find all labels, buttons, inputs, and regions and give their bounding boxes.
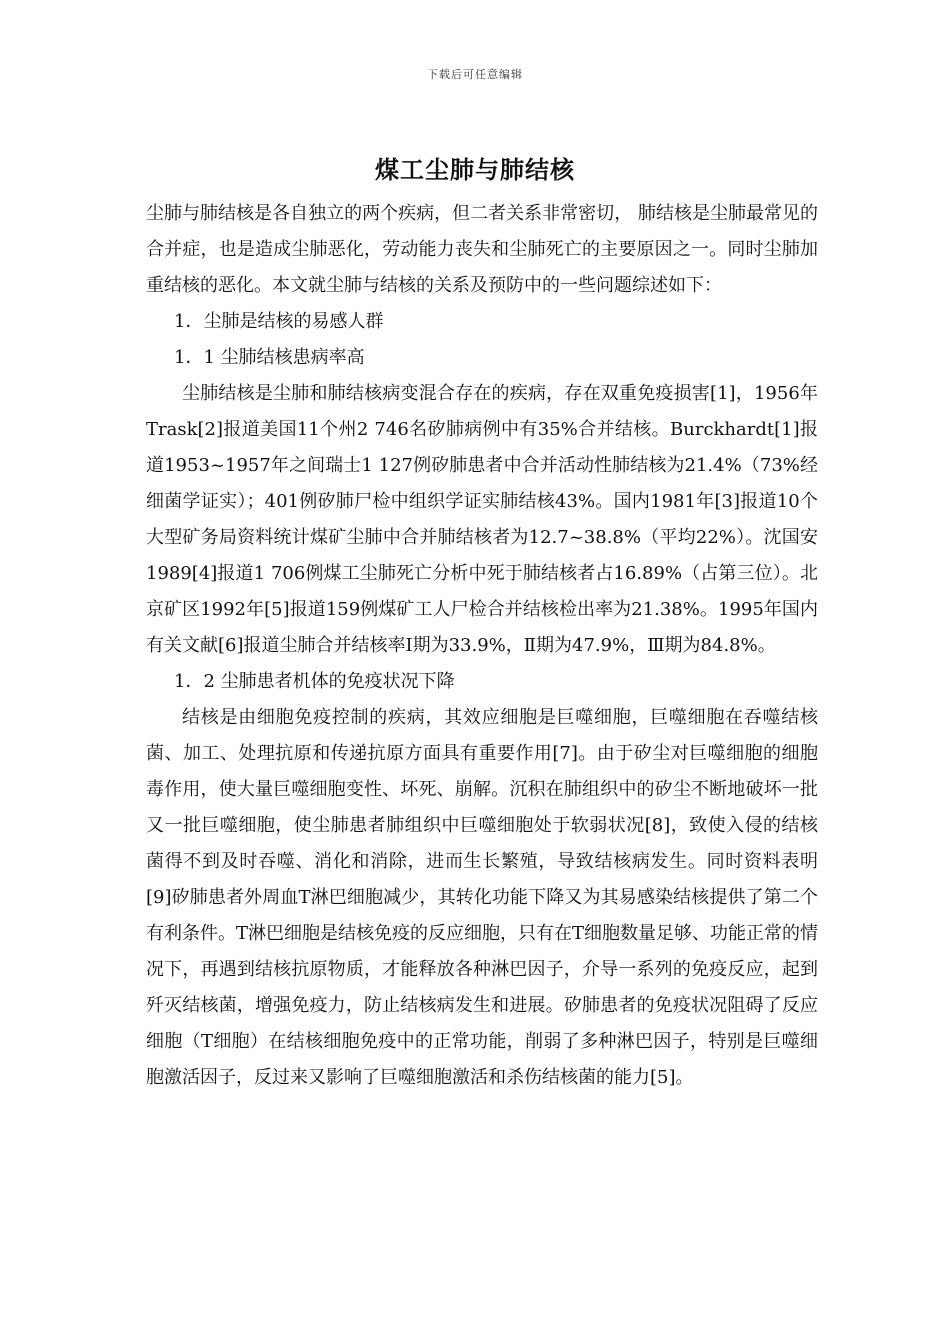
header-note: 下载后可任意编辑 bbox=[427, 68, 523, 81]
subsection-heading: 1．1 尘肺结核患病率高 bbox=[174, 347, 365, 368]
body-paragraph: 结核是由细胞免疫控制的疾病，其效应细胞是巨噬细胞，巨噬细胞在吞噬结核菌、加工、处理抗原和传递抗原方面具有重要作用[7]。由于矽尘对巨噬细胞的细胞毒作用，使大量巨噬细胞变性、坏死、崩解。沉积在肺组织中的矽尘不断地破坏一批又一批巨噬细胞，使尘肺患者肺组织中巨噬细胞处于软弱状况[8]，致使入侵的结核菌得不到及时吞噬、消化和消除，进而生长繁殖，导致结核病发生。同时资料表明[9]矽肺患者外周血T淋巴细胞减少，其转化功能下降又为其易感染结核提供了第二个有利条件。T淋巴细胞是结核免疫的反应细胞，只有在T细胞数量足够、功能正常的情况下，再遇到结核抗原物质，才能释放各种淋巴因子，介导一系列的免疫反应，起到歼灭结核菌，增强免疫力，防止结核病发生和进展。矽肺患者的免疫状况阻碍了反应细胞（T细胞）在结核细胞免疫中的正常功能，削弱了多种淋巴因子，特别是巨噬细胞激活因子，反过来又影响了巨噬细胞激活和杀伤结核菌的能力[5]。 bbox=[146, 707, 819, 1088]
body-paragraph: 尘肺结核是尘肺和肺结核病变混合存在的疾病，存在双重免疫损害[1]，1956年Trask[2]报道美国11个州2 746名矽肺病例中有35%合并结核。Burckhardt[1]报道1953~1957年之间瑞士1 127例矽肺患者中合并活动性肺结核为21.4%（73%经细菌学证实）；401例矽肺尸检中组织学证实肺结核43%。国内1981年[3]报道10个大型矿务局资料统计煤矿尘肺中合并肺结核者为12.7~38.8%（平均22%）。沈国安1989[4]报道1 706例煤工尘肺死亡分析中死于肺结核者占16.89%（占第三位）。北京矿区1992年[5]报道159例煤矿工人尸检合并结核检出率为21.38%。1995年国内有关文献[6]报道尘肺合并结核率Ⅰ期为33.9%，Ⅱ期为47.9%，Ⅲ期为84.8%。 bbox=[146, 383, 818, 656]
section-heading: 1．尘肺是结核的易感人群 bbox=[174, 311, 384, 332]
document-body bbox=[146, 196, 818, 1096]
document-title: 煤工尘肺与肺结核 bbox=[375, 156, 575, 184]
intro-paragraph: 尘肺与肺结核是各自独立的两个疾病，但二者关系非常密切， 肺结核是尘肺最常见的合并症，也是造成尘肺恶化，劳动能力丧失和尘肺死亡的主要原因之一。同时尘肺加重结核的恶化。本文就尘肺与结核的关系及预防中的一些问题综述如下： bbox=[146, 203, 818, 296]
subsection-heading: 1．2 尘肺患者机体的免疫状况下降 bbox=[174, 671, 455, 692]
